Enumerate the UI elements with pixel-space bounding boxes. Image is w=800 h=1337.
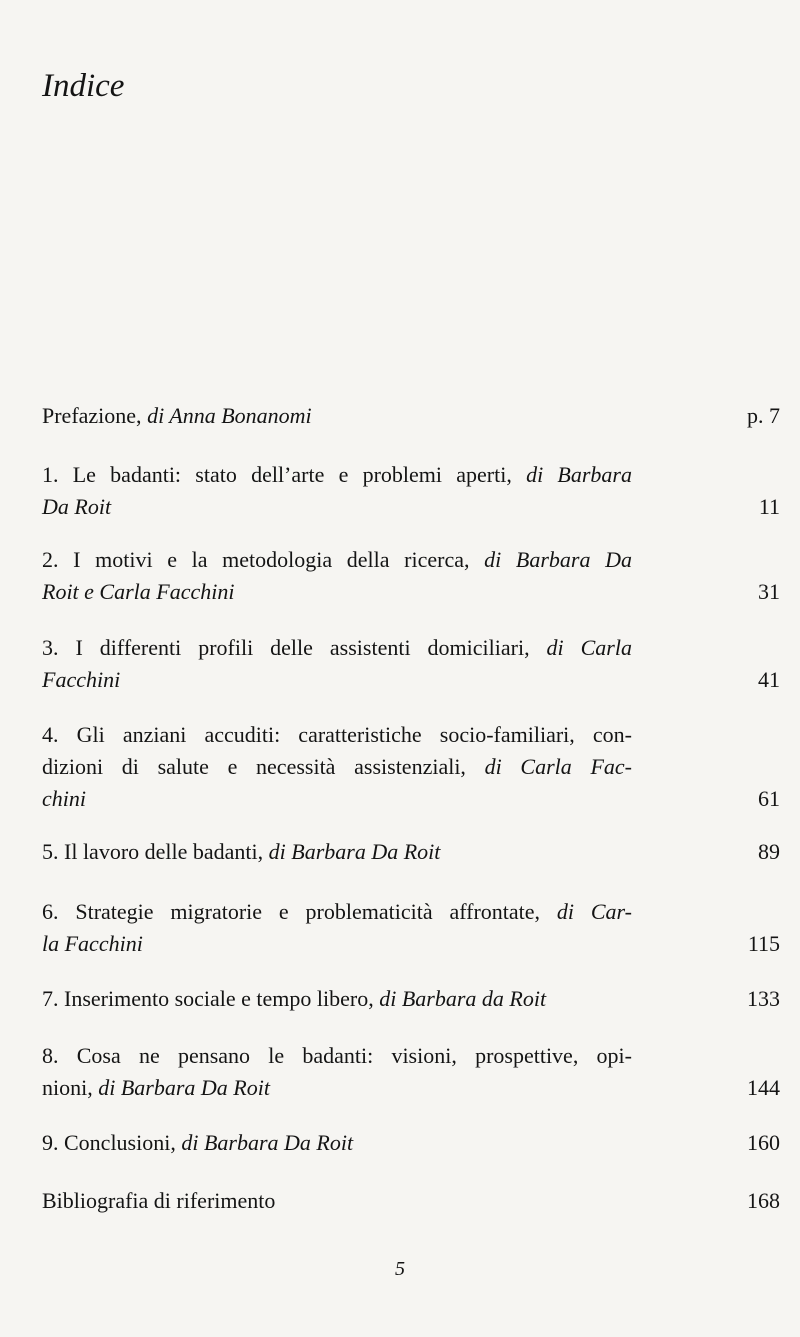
entry-author: di Barbara Da Roit <box>181 1130 354 1155</box>
toc-entry-3 <box>42 632 780 696</box>
entry-author-cont: chini <box>42 786 86 811</box>
entry-page-number: 160 <box>747 1130 780 1155</box>
entry-author: di Barbara <box>526 462 632 487</box>
entry-title-cont: nioni, <box>42 1075 99 1100</box>
entry-page-number: 115 <box>747 931 780 956</box>
entry-title: Bibliografia di riferimento <box>42 1188 276 1213</box>
entry-author: di Carla <box>546 635 632 660</box>
entry-author-cont: la Facchini <box>42 931 143 956</box>
entry-author: di Barbara Da Roit <box>98 1075 270 1100</box>
toc-entry-9 <box>42 1127 780 1159</box>
entry-author-cont: Facchini <box>42 667 121 692</box>
toc-entry-1 <box>42 459 780 523</box>
toc-entry-6 <box>42 896 780 960</box>
toc-entry-8 <box>42 1040 780 1104</box>
entry-title: 6. Strategie migratorie e problematicità affrontate, <box>42 899 557 924</box>
toc-entry-7 <box>42 983 780 1015</box>
page-title: Indice <box>42 68 125 104</box>
entry-author: di Barbara da Roit <box>379 986 547 1011</box>
entry-title: 5. Il lavoro delle badanti, <box>42 839 269 864</box>
toc-entry-prefazione <box>42 400 780 432</box>
entry-title: 1. Le badanti: stato dell’arte e problemi aperti, <box>42 462 527 487</box>
entry-title-cont: dizioni di salute e necessità assistenziali, <box>42 754 485 779</box>
entry-title: 4. Gli anziani accuditi: caratteristiche socio-familiari, con- <box>42 722 632 747</box>
entry-title: 3. I differenti profili delle assistenti domiciliari, <box>42 635 547 660</box>
entry-page-number: p. 7 <box>747 403 780 428</box>
entry-page-number: 168 <box>747 1188 780 1213</box>
entry-author: di Barbara Da <box>484 547 632 572</box>
entry-title: Prefazione, <box>42 403 148 428</box>
entry-page-number: 41 <box>758 667 780 692</box>
page-folio-number: 5 <box>395 1258 405 1280</box>
entry-author: di Barbara Da Roit <box>268 839 441 864</box>
entry-page-number: 133 <box>747 986 780 1011</box>
entry-author: di Anna Bonanomi <box>147 403 312 428</box>
entry-author: di Carla Fac- <box>484 754 632 779</box>
entry-title: 7. Inserimento sociale e tempo libero, <box>42 986 380 1011</box>
toc-entry-4 <box>42 719 780 815</box>
entry-page-number: 11 <box>758 494 780 519</box>
entry-page-number: 144 <box>747 1075 780 1100</box>
entry-title: 8. Cosa ne pensano le badanti: visioni, prospettive, opi- <box>42 1043 632 1068</box>
entry-author-cont: Da Roit <box>42 494 112 519</box>
toc-entry-5 <box>42 836 780 868</box>
entry-page-number: 61 <box>758 786 780 811</box>
entry-author: di Car- <box>556 899 632 924</box>
entry-page-number: 89 <box>758 839 780 864</box>
toc-entry-bibliografia <box>42 1185 780 1217</box>
entry-title: 9. Conclusioni, <box>42 1130 182 1155</box>
entry-author-cont: Roit e Carla Facchini <box>42 579 235 604</box>
toc-entry-2 <box>42 544 780 608</box>
entry-title: 2. I motivi e la metodologia della ricerca, <box>42 547 485 572</box>
entry-page-number: 31 <box>758 579 780 604</box>
